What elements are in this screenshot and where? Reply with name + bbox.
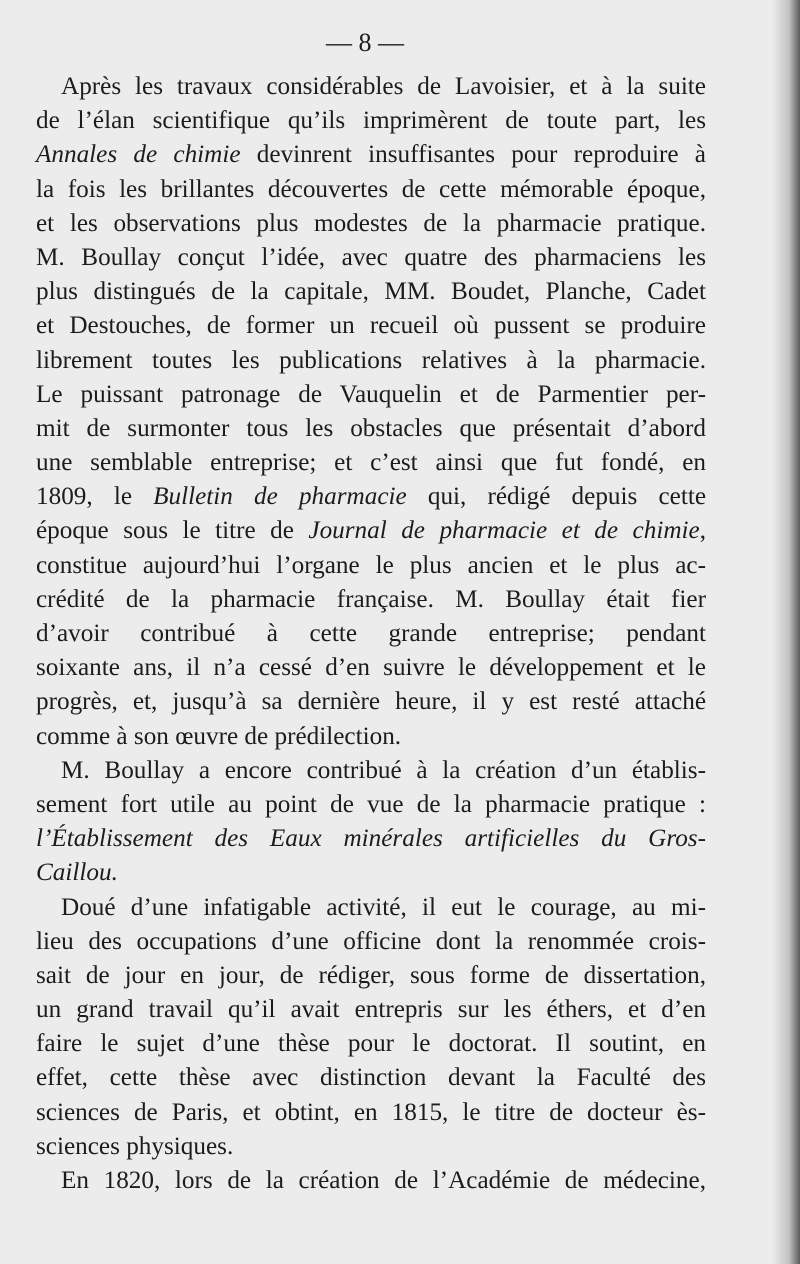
paragraph-1 [36,70,706,754]
italic-title: Journal de pharmacie et de chimie [308,517,700,545]
establishment-name: l’Établissement des Eaux minérales artificielles du Gros- [36,825,706,853]
text-line: Après les travaux considérables de Lavoisier, et à la suite [61,73,706,100]
text-line: M. Boullay a encore contribué à la création d’un établis- [61,756,706,784]
text-line: la fois les brillantes découvertes de cette mémorable époque, [36,175,706,203]
text-line: sciences de Paris, et obtint, en 1815, le titre de docteur ès- [36,1098,706,1126]
text-line: progrès, et, jusqu’à sa dernière heure, il y est resté attaché [36,688,706,716]
paragraph-3 [36,891,706,1165]
text-line: sement fort utile au point de vue de la pharmacie pratique : [36,790,706,818]
text-line: de l’élan scientifique qu’ils imprimèrent de toute part, les [36,107,706,135]
text-line: crédité de la pharmacie française. M. Boullay était fier [36,585,706,613]
text-line: lieu des occupations d’une officine dont la renommée crois- [36,927,706,955]
text-line [36,822,706,856]
text-line: effet, cette thèse avec distinction devant la Faculté des [36,1064,706,1092]
text-line: sciences physiques. [36,1132,234,1160]
text-line: En 1820, lors de la création de l’Académie de médecine, [61,1167,706,1194]
establishment-name-end: Caillou. [36,859,118,887]
text-line: faire le sujet d’une thèse pour le doctorat. Il soutint, en [36,1030,706,1058]
text-line: et Destouches, de former un recueil où pussent se produire [36,312,706,340]
text-line: d’avoir contribué à cette grande entreprise; pendant [36,620,706,647]
text-line: constitue aujourd’hui l’organe le plus ancien et le plus ac- [36,551,706,579]
paragraph-4 [36,1164,706,1198]
text-line: plus distingués de la capitale, MM. Boudet, Planche, Cadet [36,278,706,306]
text-line: sait de jour en jour, de rédiger, sous forme de dissertation, [36,961,706,989]
text-line: M. Boullay conçut l’idée, avec quatre des pharmaciens les [36,243,706,271]
text-line-italic-start: Annales de chimie devinrent insuffisantes pour reproduire à [36,141,706,169]
text-line: une semblable entreprise; et c’est ainsi que fut fondé, en [36,449,706,477]
journal-title-annales: Annales de chimie [36,141,241,169]
text-line: époque sous le titre de Journal de pharmacie et de chimie, [36,517,706,545]
text-line: 1809, le Bulletin de pharmacie qui, rédigé depuis cette [36,483,706,511]
paragraph-2 [36,754,706,891]
text-line: un grand travail qu’il avait entrepris sur les éthers, et d’en [36,996,706,1024]
text-line: Le puissant patronage de Vauquelin et de Parmentier per- [36,380,706,408]
italic-title: Bulletin de pharmacie [153,483,407,511]
text-line: librement toutes les publications relatives à la pharmacie. [36,346,706,374]
page-edge-shadow [772,0,800,1264]
text-line: soixante ans, il n’a cessé d’en suivre le développement et le [36,654,706,682]
text-line: mit de surmonter tous les obstacles que présentait d’abord [36,414,706,442]
text-line: Doué d’une infatigable activité, il eut le courage, au mi- [61,893,706,921]
page-number: — 8 — [326,28,404,57]
text-line: comme à son œuvre de prédilection. [36,722,402,750]
page-text [36,70,706,1198]
text-line: et les observations plus modestes de la pharmacie pratique. [36,209,706,237]
text-line [36,856,706,890]
